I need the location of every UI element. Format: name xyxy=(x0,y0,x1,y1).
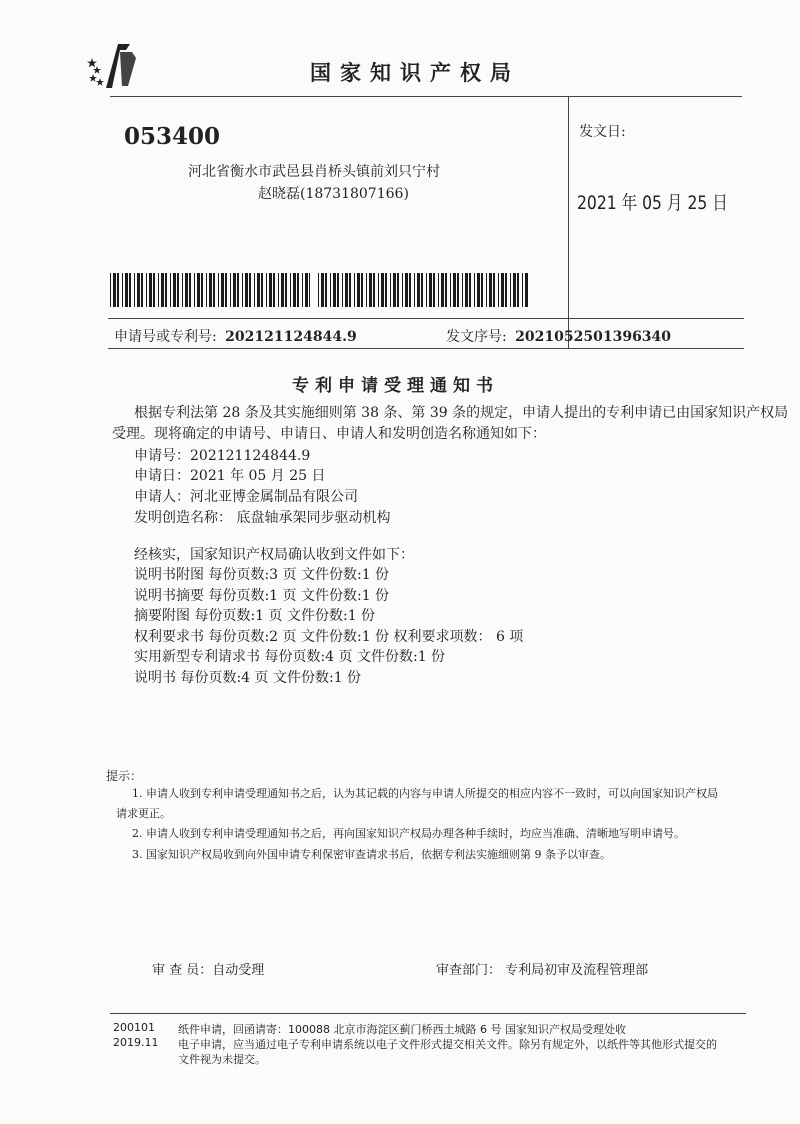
tip-2: 2. 申请人收到专利申请受理通知书之后，再向国家知识产权局办理各种手续时，均应当准确、清晰地写明申请号。 xyxy=(132,827,685,840)
application-number-row xyxy=(114,326,357,346)
serial-number-row xyxy=(446,326,671,346)
footer-line3: 文件视为未提交。 xyxy=(178,1053,266,1066)
notice-intro-line1: 根据专利法第 28 条及其实施细则第 38 条、第 39 条的规定，申请人提出的专利申请已由国家知识产权局 xyxy=(134,405,789,421)
documents-heading: 经核实，国家知识产权局确认收到文件如下： xyxy=(134,547,414,563)
send-date-value: 2021 年 05 月 25 日 xyxy=(577,192,728,214)
tip-1-line2: 请求更正。 xyxy=(116,807,171,820)
application-number-label: 申请号或专利号: xyxy=(114,329,217,345)
footer-line2: 电子申请，应当通过电子专利申请系统以电子文件形式提交相关文件。除另有规定外，以纸件等其他形式提交的 xyxy=(178,1038,717,1051)
document-item: 摘要附图 每份页数:1 页 文件份数:1 份 xyxy=(134,608,376,624)
form-version: 2019.11 xyxy=(113,1036,159,1049)
footer-rule xyxy=(110,1013,746,1014)
postal-code: 053400 xyxy=(124,123,221,150)
barcode-right xyxy=(318,273,528,307)
footer-line1: 纸件申请，回函请寄：100088 北京市海淀区蓟门桥西土城路 6 号 国家知识产权局受理处收 xyxy=(178,1023,626,1036)
notice-title: 专利申请受理通知书 xyxy=(292,376,499,396)
header-rule xyxy=(110,96,742,97)
notice-intro-line2: 受理。现将确定的申请号、申请日、申请人和发明创造名称通知如下： xyxy=(112,426,546,442)
info-bar-bottom-rule xyxy=(108,348,744,349)
application-date: 申请日：2021 年 05 月 25 日 xyxy=(134,468,326,484)
application-number-value: 202121124844.9 xyxy=(225,329,357,345)
recipient-name-phone: 赵晓磊(18731807166) xyxy=(258,186,409,202)
send-date-label: 发文日: xyxy=(579,124,626,140)
tip-3: 3. 国家知识产权局收到向外国申请专利保密审查请求书后，依据专利法实施细则第 9 条予以审查。 xyxy=(132,848,611,861)
recipient-address: 河北省衡水市武邑县肖桥头镇前刘只宁村 xyxy=(188,164,440,180)
serial-number-label: 发文序号: xyxy=(446,329,507,345)
application-number: 申请号：202121124844.9 xyxy=(134,448,311,464)
info-bar-top-rule xyxy=(108,318,744,319)
applicant: 申请人：河北亚博金属制品有限公司 xyxy=(134,489,358,505)
cnipa-logo-icon xyxy=(86,40,146,90)
barcode-left xyxy=(110,273,310,307)
agency-name: 国家知识产权局 xyxy=(310,61,520,85)
document-item: 说明书 每份页数:4 页 文件份数:1 份 xyxy=(134,670,362,686)
form-code: 200101 xyxy=(113,1021,155,1034)
invention-name: 发明创造名称： 底盘轴承架同步驱动机构 xyxy=(134,510,391,526)
examiner: 审 查 员：自动受理 xyxy=(152,963,265,978)
tip-1-line1: 1. 申请人收到专利申请受理通知书之后，认为其记载的内容与申请人所提交的相应内容不一致时，可以向国家知识产权局 xyxy=(132,787,718,800)
document-item: 说明书摘要 每份页数:1 页 文件份数:1 份 xyxy=(134,588,390,604)
document-item: 权利要求书 每份页数:2 页 文件份数:1 份 权利要求项数： 6 项 xyxy=(134,629,524,645)
document-item: 说明书附图 每份页数:3 页 文件份数:1 份 xyxy=(134,567,390,583)
date-column-divider xyxy=(568,96,569,348)
tips-heading: 提示： xyxy=(106,769,143,783)
serial-number-value: 2021052501396340 xyxy=(515,329,672,345)
document-item: 实用新型专利请求书 每份页数:4 页 文件份数:1 份 xyxy=(134,649,446,665)
examining-department: 审查部门： 专利局初审及流程管理部 xyxy=(436,963,649,978)
